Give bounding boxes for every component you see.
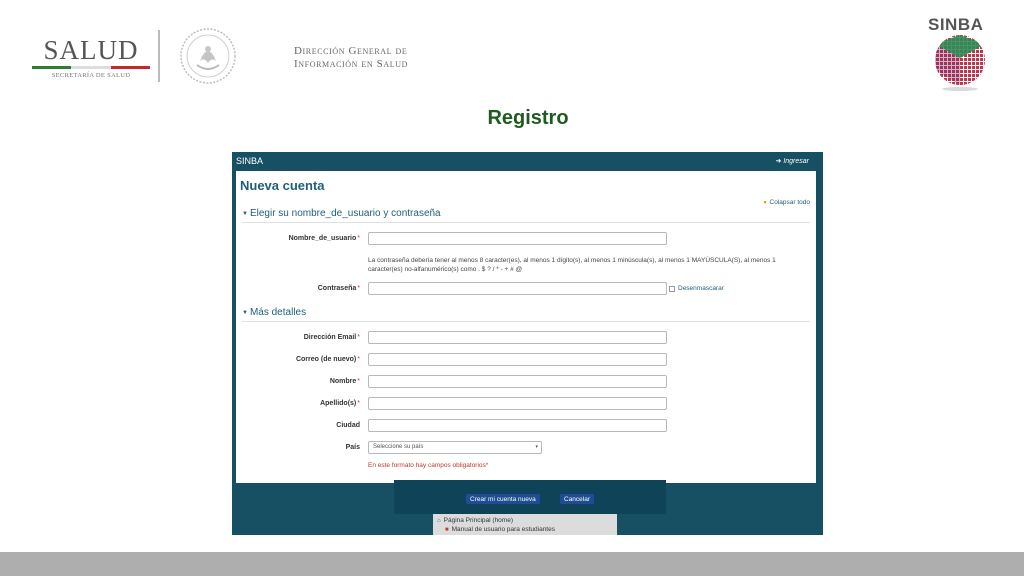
collapse-all-label: Colapsar todo	[769, 199, 810, 206]
nav-manual-label: Manual de usuario para estudiantes	[451, 526, 555, 533]
dgis-line-2: Información en Salud	[294, 58, 408, 70]
slide-footer-band	[0, 552, 1024, 576]
logo-divider	[158, 30, 160, 82]
section-credentials-header[interactable]	[242, 208, 441, 219]
email-input[interactable]	[368, 331, 667, 344]
lastname-label: Apellido(s)*	[320, 400, 360, 407]
login-label: Ingresar	[783, 158, 809, 165]
signup-form-panel	[236, 171, 816, 483]
caret-down-icon: ▼	[242, 310, 248, 316]
caret-down-icon: ▼	[242, 211, 248, 217]
top-navbar	[232, 152, 823, 170]
username-label: Nombre_de_usuario*	[288, 235, 360, 242]
password-label: Contraseña*	[317, 285, 360, 292]
email-confirm-input[interactable]	[368, 353, 667, 366]
country-select[interactable]	[368, 441, 542, 454]
national-seal-icon	[178, 27, 238, 85]
username-input[interactable]	[368, 232, 667, 245]
create-account-button[interactable]: Crear mi cuenta nueva	[465, 493, 541, 505]
brand-link[interactable]: SINBA	[236, 156, 264, 166]
login-link[interactable]	[775, 157, 809, 165]
salud-logo-bars	[32, 66, 150, 69]
slide-title: Registro	[487, 107, 569, 129]
pdf-icon: ■	[445, 526, 449, 533]
section-credentials-title: Elegir su nombre_de_usuario y contraseña	[249, 208, 441, 219]
nav-home-link[interactable]	[437, 516, 613, 525]
sinba-globe-icon	[932, 34, 988, 92]
unmask-label: Desenmascarar	[678, 285, 724, 292]
email-confirm-label: Correo (de nuevo)*	[295, 356, 360, 363]
cancel-button[interactable]: Cancelar	[559, 493, 595, 505]
password-policy-hint: La contraseña debería tener al menos 8 caracter(es), al menos 1 dígito(s), al menos 1 minúscula(s), al menos 1 MAYÚSCULA(S), al menos 1 caracter(es) no-alfanumérico(s) como . $ ? / * - + # @	[368, 257, 776, 273]
dropdown-arrow-icon: ▾	[535, 444, 538, 450]
nav-home-label: Página Principal (home)	[443, 517, 513, 524]
section-divider	[242, 222, 810, 223]
firstname-label: Nombre*	[329, 378, 360, 385]
navigation-block	[433, 514, 617, 535]
password-input[interactable]	[368, 282, 667, 295]
city-label: Ciudad	[336, 422, 360, 429]
salud-logo-subtitle: SECRETARÍA DE SALUD	[51, 72, 131, 79]
required-fields-note: En este formato hay campos obligatorios*	[368, 462, 489, 469]
city-input[interactable]	[368, 419, 667, 432]
country-label: País	[345, 444, 360, 451]
section-details-header[interactable]	[242, 307, 306, 318]
section-details-title: Más detalles	[249, 307, 307, 318]
collapse-all-link[interactable]	[763, 199, 810, 206]
email-label: Dirección Email*	[303, 334, 360, 341]
section-divider	[242, 321, 810, 322]
unmask-password-toggle[interactable]	[669, 285, 724, 292]
nav-manual-link[interactable]	[445, 525, 613, 534]
caret-down-icon: ▼	[762, 200, 768, 206]
salud-logo	[32, 36, 150, 80]
home-icon: ⌂	[437, 517, 441, 524]
sinba-logo-word: SINBA	[928, 15, 984, 34]
dgis-line-1: Dirección General de	[294, 45, 408, 57]
dgis-logo	[294, 45, 408, 71]
sign-in-icon: ➜	[775, 158, 782, 165]
unmask-checkbox[interactable]	[669, 286, 675, 292]
country-select-value: Seleccione su país	[373, 444, 424, 450]
firstname-input[interactable]	[368, 375, 667, 388]
lastname-input[interactable]	[368, 397, 667, 410]
form-button-bar	[394, 480, 666, 514]
page-title: Nueva cuenta	[240, 178, 325, 193]
salud-logo-word: SALUD	[43, 35, 139, 65]
registration-screenshot	[232, 152, 823, 535]
